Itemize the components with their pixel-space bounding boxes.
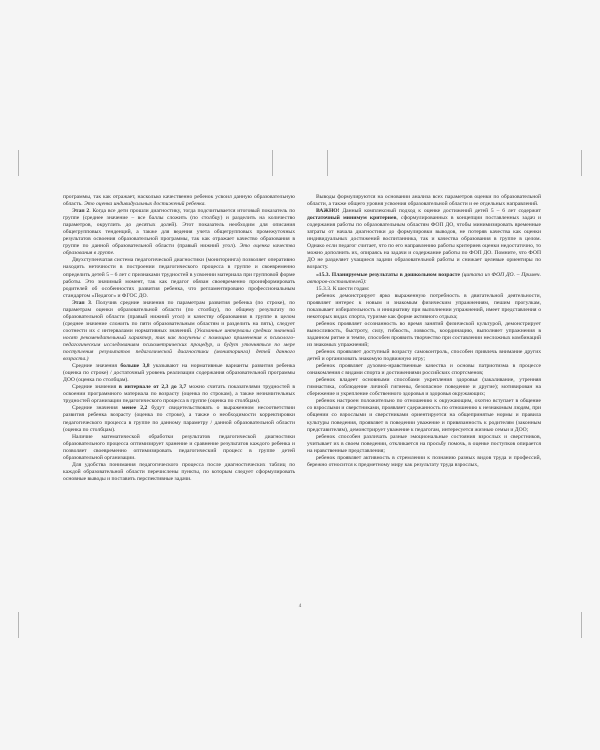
crop-mark (581, 150, 582, 176)
paragraph (63, 363, 295, 384)
paragraph-text: Наличие математической обработки результатов педагогической диагностики образовательного процесса оптимизирует хранение и сравнение результатов каждого ребенка и позволяет своевременно оптимизировать педагогический процесс в группе детей образовательной организации. (63, 433, 295, 461)
right-text-column (307, 194, 541, 469)
paragraph-text: указывают на нормативные варианты развития ребенка (оценка по строке) / достаточный уровень реализации содержания образовательной программы ДОО (оценка по столбцам). (63, 363, 295, 384)
bold-text: менее 2,2 (121, 405, 148, 412)
paragraph (307, 293, 541, 321)
bold-text: ВАЖНО! (316, 208, 340, 215)
paragraph-text: , сформулированных в концепции поставленных задач и содержания работы по образовательным областям ФОП ДО, чтобы минимизировать временные затраты от начала диагностики до формулировки выводов, не потеряв качества как оценки индивидуальных достижений воспитанника, так и качества образования в группе в целом. Однако если педагог считает, что по его направлению работы критериев оценки недостаточно, то можно дополнить их, опираясь на задачи и содержание работы по ФОП ДО. Помните, что ФОП ДО не разделяет учащиеся задачи образовательной работы и снижает целевые ориентиры по возрасту. (307, 215, 541, 271)
left-text-column (63, 194, 295, 483)
paragraph-text: будут свидетельствовать о выраженном несоответствии развития ребенка возрасту (оценка по строке), а также о необходимости корректировки педагогического процесса в группе по данному параметру / данной образовательной области (оценка по столбцам). (63, 405, 295, 433)
paragraph (307, 363, 541, 377)
paragraph-text: ребенок демонстрирует ярко выраженную потребность в двигательной деятельности, проявляет интерес к новым и знакомым физическим упражнениям, пешим прогулкам, показывает избирательность и инициативу при выполнении упражнений, имеет представления о некоторых видах спорта, туризме как форме активного отдыха; (307, 292, 541, 320)
paragraph (63, 434, 295, 462)
italic-text: (Указанные интервалы средних значений носят рекомендательный характер, так как получены с помощью применения к психолого-педагогическим исследованиям психометрических процедур, и будут уточняться по мере поступления результатов педагогической диагностики (мониторинга) детей данного возраста.) (63, 327, 295, 363)
paragraph-text: ребенок проявляет доступный возрасту самоконтроль, способен привлечь внимание других детей и организовать знакомую подвижную игру; (307, 349, 541, 363)
paragraph (63, 300, 295, 363)
bold-text: достаточный минимум критериев (307, 215, 397, 222)
paragraph-text: Средние значения (72, 384, 119, 391)
bold-text: «15.3. Планируемые результаты в дошкольном возрасте (316, 271, 460, 278)
italic-text: Это оценка индивидуальных достижений ребенка. (84, 201, 206, 208)
paragraph (307, 272, 541, 286)
paragraph (63, 405, 295, 433)
crop-mark (18, 150, 19, 176)
crop-mark (581, 612, 582, 638)
page-number: 4 (298, 604, 302, 609)
paragraph (63, 462, 295, 483)
paragraph-text: ребенок проявляет активность в стремлении к познанию разных видов труда и профессий, бережно относится к предметному миру как результату труда взрослых, (307, 454, 541, 468)
paragraph-text: Средние значения (72, 405, 122, 412)
paragraph (307, 286, 541, 293)
paragraph (307, 208, 541, 271)
paragraph (307, 434, 541, 455)
italic-text: (цитата из ФОП ДО. – Примеч. авторов-составителей): (307, 271, 541, 285)
paragraph (307, 398, 541, 433)
paragraph (307, 455, 541, 469)
paragraph (63, 257, 295, 299)
paragraph-text: . Когда все дети прошли диагностику, тогда подсчитывается итоговый показатель по группе (среднее значение – все баллы сложить (по столбцу) и разделить на количество параметров, округлить до десятых долей). Этот показатель необходим для описания общегрупповых тенденций, а также для ведения учета общегрупповых промежуточных результатов освоения образовательной программы, так как отражает качество образования в группе по данной образовательной области (правый нижний угол). (63, 208, 295, 250)
paragraph-text: Для удобства понимания педагогического процесса после диагностических таблиц по каждой образовательной области перечислены пункты, по которым следует сформулировать основные выводы и поставить перспективные задачи. (63, 461, 295, 482)
bold-text: больше 3,8 (120, 363, 150, 370)
paragraph-text: можно считать показателями трудностей в освоении программного материала по возрасту (оценка по строкам), а также незначительных трудностей организации педагогического процесса в группе (оценка по столбцам). (63, 384, 295, 405)
paragraph-text: Двухступенчатая система педагогической диагностики (мониторинга) позволяет оперативно находить неточности в построении педагогического процесса в группе и своевременно определить детей 5 – 6 лет с признаками трудностей в усвоении материала при групповой форме работы. Это значимый момент, так как педагог обязан своевременно проинформировать родителей об особенностях развития ребенка, что регламентировано профессиональным стандартом «Педагог» и ФГОС ДО. (63, 257, 295, 299)
bold-text: Этап 2 (72, 208, 90, 215)
paragraph (307, 349, 541, 363)
paragraph (307, 321, 541, 349)
paragraph (63, 194, 295, 208)
crop-mark (272, 150, 273, 176)
paragraph-text: Данный комплексный подход к оценке достижений детей 5 – 6 лет содержит (339, 208, 541, 215)
paragraph-text: 15.3.3. К шести годам: (316, 285, 370, 292)
paragraph-text: Выводы формулируются на основании анализа всех параметров оценки по образовательной области, а также общего уровня усвоения образовательной области и ее отдельных направлений. (307, 194, 541, 208)
crop-mark (327, 150, 328, 176)
crop-mark (18, 612, 19, 638)
paragraph-text: ребенок настроен положительно по отношению к окружающим, охотно вступает в общение со взрослыми и сверстниками, проявляет сдержанность по отношению к незнакомым людям, при общении со взрослыми и сверстниками ориентируется на общепринятые нормы и правила культуры поведения, проявляет в поведении уважение и привязанность к родителям (законным представителям), демонстрирует уважение к педагогам, интересуется жизнью семьи и ДОО; (307, 398, 541, 433)
paragraph-text: ребенок проявляет духовно-нравственные качества и основы патриотизма в процессе ознакомления с видами спорта и достижениями российских спортсменов; (307, 363, 541, 377)
paragraph-text: ребенок проявляет осознанность во время занятий физической культурой, демонстрирует выносливость, быстроту, силу, гибкость, ловкость, координацию, выполняет упражнения в заданном ритме и темпе, способен проявить творчество при составлении несложных комбинаций из знакомых упражнений; (307, 320, 541, 348)
bold-text: Этап 3 (72, 299, 91, 306)
paragraph-text: ребенок способен различать разные эмоциональные состояния взрослых и сверстников, учитывает их в своем поведении, откликается на просьбу помочь, в оценке поступков опирается на нравственные представления; (307, 433, 541, 454)
paragraph (307, 377, 541, 398)
paragraph-text: . Получив средние значения по параметрам развития ребенка (по строке), по параметрам оценки образовательной области (по столбцу), по общему результату по образовательной области (правый нижний угол) и качеству образования в группе в целом (среднее значение сложить по пяти образовательным областям и разделить на пять), следует соотнести их с интервалами нормативных значений. (63, 299, 295, 334)
bold-text: в интервале от 2,3 до 3,7 (118, 384, 187, 391)
paragraph (63, 384, 295, 405)
paragraph-text: ребенок владеет основными способами укрепления здоровья (закаливание, утренняя гимнастика, соблюдение личной гигиены, безопасное поведение и другие); мотивирован на сбережение и укрепление собственного здоровья и здоровья окружающих; (307, 377, 541, 398)
paragraph (63, 208, 295, 257)
italic-text: Это оценка качества образования в группе. (63, 243, 295, 257)
paragraph (307, 194, 541, 208)
paragraph-text: Средние значения (72, 363, 121, 370)
paragraph-text: программы, так как отражает, насколько качественно ребенок усвоил данную образовательную область. (63, 194, 295, 208)
